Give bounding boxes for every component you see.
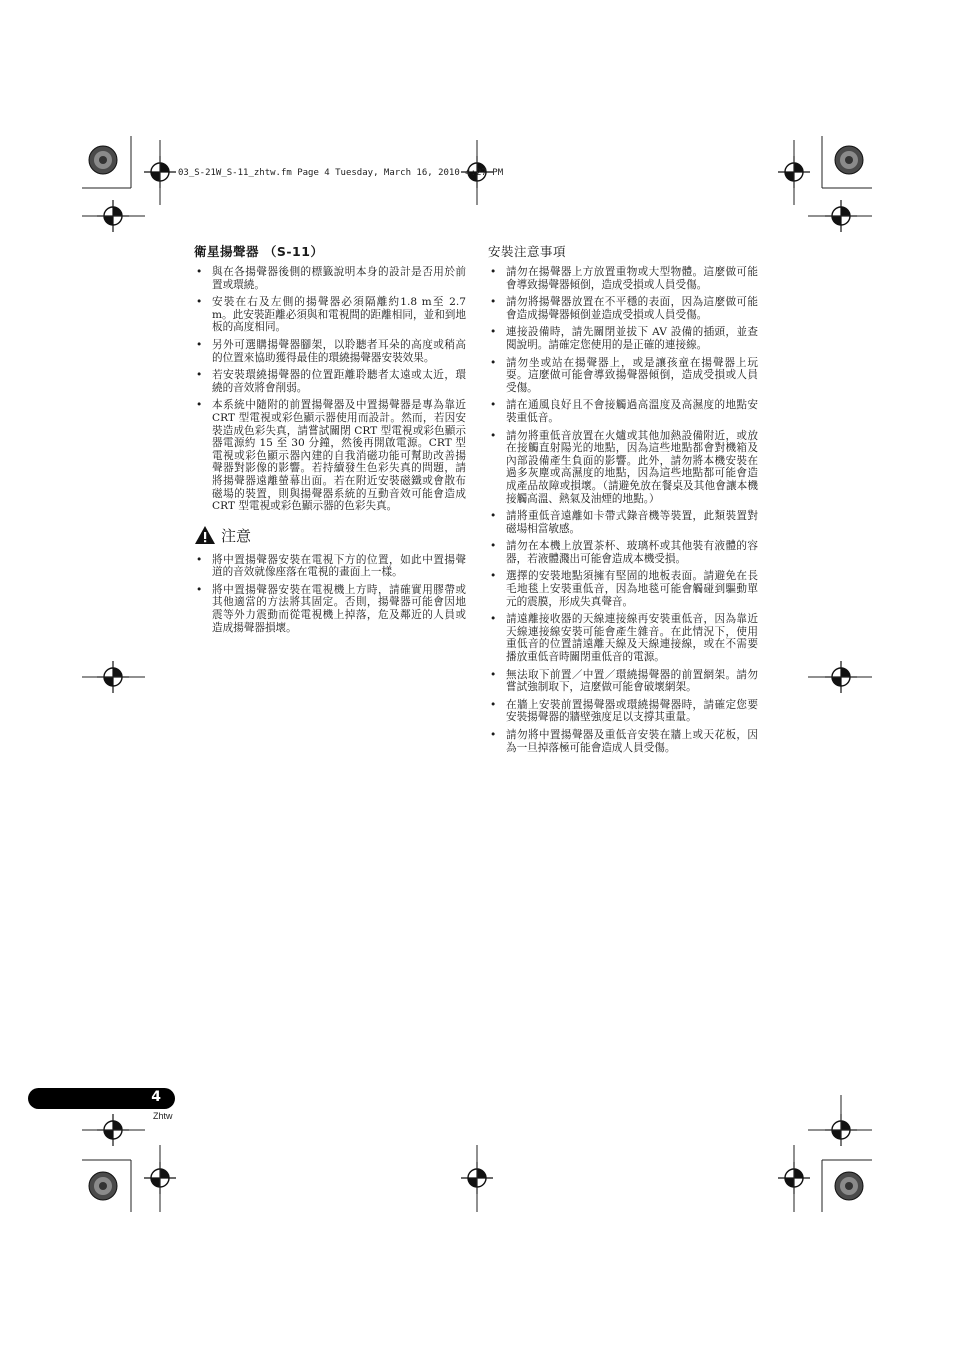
satellite-speakers-list bbox=[194, 266, 466, 513]
list-item: • 連接設備時，請先關閉並拔下 AV 設備的插頭，並查閱說明。請確定您使用的是正確的連接線。 bbox=[490, 326, 758, 351]
list-item: • 請勿將揚聲器放置在不平穩的表面，因為這麼做可能會造成揚聲器傾倒並造成受損或人員受傷。 bbox=[490, 296, 758, 321]
satellite-speakers-heading: 衛星揚聲器 （S-11） bbox=[194, 244, 324, 259]
registration-star-bottom-right bbox=[835, 1172, 863, 1200]
list-item: • 請勿坐或站在揚聲器上，或是讓孩童在揚聲器上玩耍。這麼做可能會導致揚聲器傾倒，造成受損或人員受傷。 bbox=[490, 356, 758, 394]
list-item: • 請勿在本機上放置茶杯、玻璃杯或其他裝有液體的容器，若液體濺出可能會造成本機受損。 bbox=[490, 540, 758, 565]
caution-title: 注意 bbox=[221, 526, 252, 545]
list-item: • 與在各揚聲器後側的標籤說明本身的設計是否用於前置或環繞。 bbox=[196, 266, 466, 291]
warning-icon bbox=[194, 525, 216, 545]
right-column bbox=[488, 242, 758, 759]
registration-star-top-left bbox=[89, 146, 117, 174]
language-code: Zhtw bbox=[153, 1111, 173, 1121]
list-item: • 本系統中隨附的前置揚聲器及中置揚聲器是專為靠近 CRT 型電視或彩色顯示器使用而設計。然而，若因安裝造成色彩失真，請嘗試關閉 CRT 型電視或彩色顯示器電源約 15 至 30 分鐘，然後再開啟電源。CRT 型電視或彩色顯示器內建的自我消磁功能可幫助改善揚聲器對影像的影響。若持續發生色彩失真的問題，請將揚聲器遠離螢幕出面。若在附近安裝磁鐵或會散布磁場的裝置，則與揚聲器系統的互動音效可能會造成 CRT 型電視或彩色顯示器的色彩失真。 bbox=[196, 399, 466, 513]
page-number: 4 bbox=[151, 1089, 161, 1105]
list-item: • 在牆上安裝前置揚聲器或環繞揚聲器時，請確定您要安裝揚聲器的牆壁強度足以支撐其重量。 bbox=[490, 698, 758, 724]
registration-star-top-right bbox=[835, 146, 863, 174]
page-number-tab bbox=[38, 1088, 175, 1109]
list-item: • 將中置揚聲器安裝在電視機上方時，請確實用膠帶或其他適當的方法將其固定。否則，揚聲器可能會因地震等外力震動而從電視機上掉落，危及鄰近的人員或造成揚聲器損壞。 bbox=[196, 583, 466, 634]
list-item: • 另外可選購揚聲器腳架，以聆聽者耳朵的高度或稍高的位置來協助獲得最佳的環繞揚聲器安裝效果。 bbox=[196, 338, 466, 364]
left-column bbox=[194, 242, 466, 639]
list-item: • 請遠離接收器的天線連接線再安裝重低音，因為靠近天線連接線安裝可能會產生雜音。在此情況下，使用重低音的位置請遠離天線及天線連接線，或在不需要播放重低音時關閉重低音的電源。 bbox=[490, 613, 758, 664]
list-item: • 將中置揚聲器安裝在電視下方的位置，如此中置揚聲道的音效就像座落在電視的畫面上一樣。 bbox=[196, 553, 466, 579]
list-item: • 安裝在右及左側的揚聲器必須隔離約1.8 m至 2.7 m。此安裝距離必須與和電視間的距離相同，並和到地板的高度相同。 bbox=[196, 296, 466, 334]
installation-precautions-heading: 安裝注意事項 bbox=[488, 244, 567, 259]
file-info-header: 03_S-21W_S-11_zhtw.fm Page 4 Tuesday, March 16, 2010 4:27 PM bbox=[178, 168, 504, 178]
list-item: • 請在通風良好且不會接觸過高溫度及高濕度的地點安裝重低音。 bbox=[490, 399, 758, 424]
list-item: • 無法取下前置／中置／環繞揚聲器的前置網架。請勿嘗試強制取下，這麼做可能會破壞網架。 bbox=[490, 668, 758, 694]
caution-heading bbox=[194, 525, 466, 546]
list-item: • 請勿將重低音放置在火爐或其他加熱設備附近，或放在接觸直射陽光的地點，因為這些地點都會對機箱及內部設備產生負面的影響。此外，請勿將本機安裝在過多灰塵或高濕度的地點，因為這些地點都可能會造成產品故障或損壞。（請避免放在餐桌及其他會讓本機接觸高溫、熱氣及油煙的地點。） bbox=[490, 429, 758, 505]
installation-precautions-list bbox=[488, 266, 758, 754]
list-item: • 若安裝環繞揚聲器的位置距離聆聽者太遠或太近，環繞的音效將會削弱。 bbox=[196, 369, 466, 394]
list-item: • 請將重低音遠離如卡帶式錄音機等裝置，此類裝置對磁場相當敏感。 bbox=[490, 510, 758, 535]
caution-list bbox=[194, 554, 466, 635]
registration-star-bottom-left bbox=[89, 1172, 117, 1200]
list-item: • 請勿將中置揚聲器及重低音安裝在牆上或天花板，因為一旦掉落極可能會造成人員受傷。 bbox=[490, 729, 758, 754]
list-item: • 選擇的安裝地點須擁有堅固的地板表面。請避免在長毛地毯上安裝重低音，因為地毯可能會觸碰到驅動單元的震膜，形成失真聲音。 bbox=[490, 570, 758, 608]
list-item: • 請勿在揚聲器上方放置重物或大型物體。這麼做可能會導致揚聲器傾倒，造成受損或人員受傷。 bbox=[490, 266, 758, 291]
